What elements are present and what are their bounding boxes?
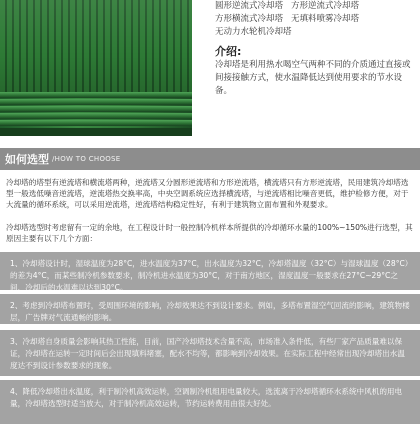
- section-subtitle: /HOW TO CHOOSE: [52, 155, 121, 163]
- intro-title: 介绍:: [215, 45, 242, 58]
- point-box: [0, 380, 420, 424]
- point-box: [0, 252, 420, 290]
- type-row: [215, 13, 420, 26]
- type-label: 方形逆流式冷却塔: [291, 1, 360, 11]
- type-row: [215, 26, 420, 39]
- tower-louver: [0, 106, 192, 112]
- tower-base: [0, 128, 192, 136]
- tower-type-list: [215, 0, 420, 39]
- tower-louver: [0, 99, 192, 105]
- type-label: 无动力水轮机冷却塔: [215, 27, 292, 37]
- tower-louver: [0, 113, 192, 119]
- type-row: [215, 0, 420, 13]
- point-text: 2、考虑到冷却塔布置时，受周围环境的影响，冷却效果达不到设计要求。例如，多塔布置湿空气回流的影响，建筑物楼层，广告牌对气流通畅的影响。: [10, 301, 410, 322]
- paragraph: 冷却塔的塔型有逆流塔和横流塔两种，逆流塔又分圆形逆流塔和方形逆流塔，横流塔只有方形逆流塔，民用建筑冷却塔选型一般选低噪音逆流塔，逆流塔热交换率高，中央空调系统应选择横流塔，与逆流塔相比噪音更低，维护检修方便，对于大流量的循环系统，可以采用逆流塔，逆流塔结构稳定性好，有利于建筑物立面布置和外观要求。: [6, 178, 409, 209]
- point-box: [0, 294, 420, 324]
- intro-text: 冷却塔是利用热水喝空气两种不同的介质通过直接或间接接触方式，使水温降低达到使用要求的节水设备。: [215, 60, 411, 96]
- paragraph: 冷却塔选型时考虑留有一定的余地，在工程设计时一般控制冷机样本所提供的冷却循环水量的100%~150%进行选型，其原因主要有以下几个方面：: [6, 223, 413, 243]
- section-header: [0, 148, 420, 170]
- type-label: 无填料喷雾冷却塔: [291, 14, 360, 24]
- cooling-tower-image: [0, 0, 192, 136]
- product-panel: [0, 0, 420, 138]
- section-title: 如何选型: [5, 153, 49, 166]
- tower-louver: [0, 120, 192, 126]
- point-text: 3、冷却塔自身质量会影响其热工性能，目前，国产冷却塔技术含量不高，市场准入条件低，有些厂家产品质量难以保证，冷却塔在运转一定时间后会出现填料堵塞，配水不均等，都影响到冷却效果。在实际工程中经常出现冷却塔出水温度达不到设计参数要求的现象。: [10, 337, 405, 370]
- type-label: 方形横流式冷却塔: [215, 14, 284, 24]
- point-box: [0, 330, 420, 376]
- point-text: 1、冷却塔设计时，湿球温度为28°C，进水温度为37°C，出水温度为32°C，冷却塔温度（32°C）与湿球温度（28°C）的差为4°C，而某些制冷机参数要求，制冷机进水温度为30°C，对于南方地区，湿度温度一般要求在27°C~29°C之间，冷却后的水温难以达到30°C。: [10, 259, 409, 292]
- type-label: 圆形逆流式冷却塔: [215, 1, 284, 11]
- point-text: 4、降低冷却塔出水温度，利于制冷机高效运转，空调制冷机组用电量较大，选流离于冷却塔循环水系统中风机的用电量，冷却塔选型时适当放大，对于制冷机高效运转，节约运转费用由很大好处。: [10, 387, 403, 408]
- tower-louver: [0, 92, 192, 98]
